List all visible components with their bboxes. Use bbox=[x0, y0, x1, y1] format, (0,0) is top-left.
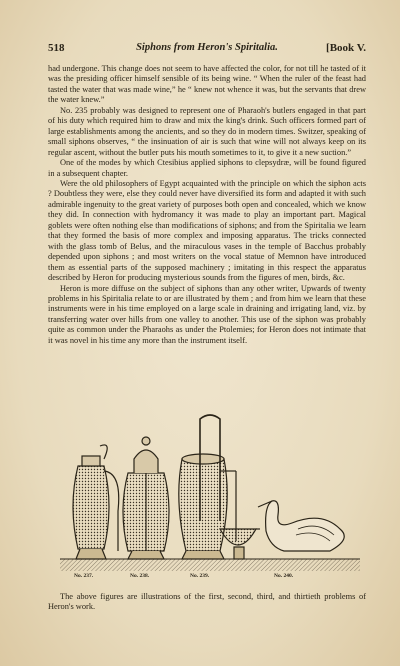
book-label: [Book V. bbox=[326, 42, 366, 54]
figure-description bbox=[48, 592, 366, 613]
paragraph: One of the modes by which Ctesibius applied siphons to clepsydræ, will be found figured in a subsequent chapter. bbox=[48, 158, 366, 178]
swan-240 bbox=[220, 501, 344, 559]
page-number: 518 bbox=[48, 42, 65, 54]
footer-paragraph: The above figures are illustrations of the first, second, third, and thirtieth problems of Heron's work. bbox=[48, 592, 366, 612]
running-title: Siphons from Heron's Spiritalia. bbox=[136, 42, 278, 53]
paragraph: had undergone. This change does not seem to have affected the color, for not till he tasted of it was the presiding officer himself sensible of its being wine. “ When the ruler of the feast had tasted the water that was made wine,” he “ knew not whence it was, but the servants that drew the water knew.” bbox=[48, 64, 366, 105]
ground-shading bbox=[60, 559, 360, 571]
paragraph: No. 235 probably was designed to represent one of Pharaoh's butlers engaged in that part of his duty which required him to draw and mix the king's drink. Such officers formed part of large establishments among the ancients, and so they do in modern times. Switzer, speaking of small siphons observes, “ the insinuation of air is such that wine will not always keep on its regular ascent, without the butler puts his mouth sometimes to it, to give it a new suction.” bbox=[48, 105, 366, 157]
figure-captions bbox=[60, 573, 360, 583]
caption-240: No. 240. bbox=[274, 573, 294, 579]
caption-239: No. 239. bbox=[190, 573, 210, 579]
paragraph: Heron is more diffuse on the subject of siphons than any other writer, Upwards of twenty problems in his Spiritalia relate to or are illustrated by them ; and from him we learn that these instruments were in his time employed on a large scale in draining and irrigating land, viz. by transferring water over hills from one valley to another. This use of the siphon was probably quite as common under the Pharaohs as under the Ptolemies; for Heron does not intimate that it was novel in his time any more than the instrument itself. bbox=[48, 283, 366, 345]
running-header bbox=[48, 41, 366, 55]
paragraph: Were the old philosophers of Egypt acquainted with the principle on which the siphon acts ? Doubtless they were, else they could never have diversified its form and adapted it with such admirable ingenuity to the great variety of purposes both open and concealed, which we know they did. In connection with hydromancy it was made to play an important part. Magical goblets were often nothing else than modifications of siphons; and from the Spiritalia we learn that they formed the basis of more complex and imposing apparatus. The tricks connected with the glass tomb of Belus, and the miraculous vases in the temple of Bacchus probably depended upon siphons ; and most writers on the vocal statue of Memnon have introduced them as essential parts of the supposed machinery ; imitating in this respect the apparatus described by Heron for producing mysterious sounds from the figures of men, birds, &c. bbox=[48, 178, 366, 283]
caption-238: No. 238. bbox=[130, 573, 150, 579]
siphon-illustration bbox=[60, 411, 360, 583]
vase-237 bbox=[73, 445, 119, 559]
vase-238 bbox=[123, 437, 169, 559]
caption-237: No. 237. bbox=[74, 573, 94, 579]
body-text bbox=[48, 64, 366, 346]
